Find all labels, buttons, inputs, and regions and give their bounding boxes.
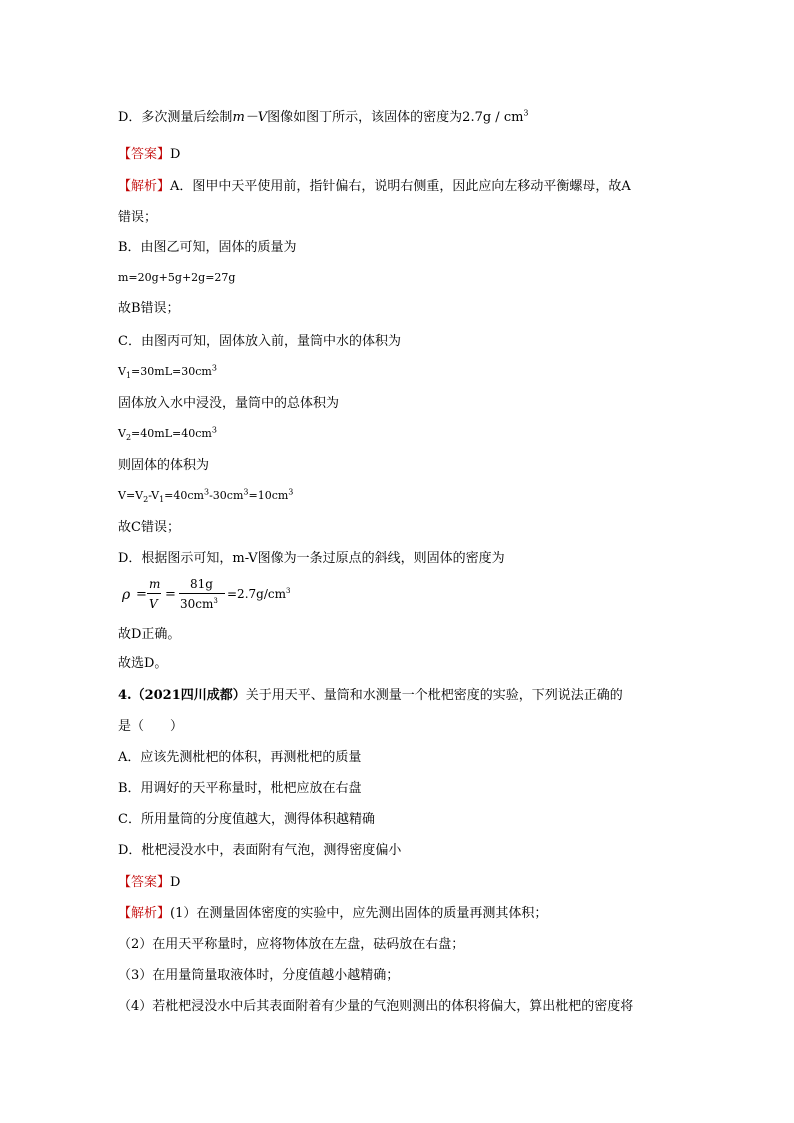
fraction-denominator-v: V <box>149 597 158 611</box>
option-c: C．所用量筒的分度值越大，测得体积越精确 <box>118 812 375 827</box>
analysis-text: D．根据图示可知，m-V图像为一条过原点的斜线，则固体的密度为 <box>118 551 505 566</box>
option-b: B．用调好的天平称量时，枇杷应放在右盘 <box>118 781 362 796</box>
formula-part: =40cm <box>164 489 204 502</box>
formula-part: =2.7g/cm <box>227 587 286 601</box>
analysis-text: （2）在用天平称量时，应将物体放在左盘，砝码放在右盘； <box>118 937 465 952</box>
formula-sup: 3 <box>203 487 210 497</box>
analysis-text: 故D正确。 <box>118 627 181 642</box>
analysis-text: 故B错误； <box>118 301 180 316</box>
formula-v2 <box>118 425 217 443</box>
question-stem: 关于用天平、量筒和水测量一个枇杷密度的实验，下列说法正确的 <box>245 688 623 703</box>
formula-sup: 3 <box>211 425 217 435</box>
analysis-text: （3）在用量筒量取液体时，分度值越小越精确； <box>118 968 400 983</box>
analysis-text: B．由图乙可知，固体的质量为 <box>118 240 297 255</box>
analysis-text: 则固体的体积为 <box>118 458 210 473</box>
formula-mass: m=20g+5g+2g=27g <box>118 271 236 284</box>
question-source: （2021四川成都） <box>131 688 246 703</box>
analysis-text: 固体放入水中浸没，量筒中的总体积为 <box>118 396 340 411</box>
fraction-bar <box>179 593 225 594</box>
mv-symbol: m－V <box>232 110 268 125</box>
question-stem: 是（ ） <box>118 719 184 734</box>
formula-part: V <box>118 365 126 378</box>
option-d: D．枇杷浸没水中，表面附有气泡，测得密度偏小 <box>118 843 402 858</box>
option-d-value: 2.7g / cm <box>462 110 524 125</box>
answer-value: D <box>170 147 181 162</box>
formula-sup: 3 <box>243 487 249 497</box>
formula-part: =40mL=40cm <box>131 427 212 440</box>
q3-answer <box>118 148 180 161</box>
formula-part: V=V <box>118 489 144 502</box>
formula-volume <box>118 487 294 505</box>
analysis-text: 故C错误； <box>118 520 180 535</box>
analysis-label: 【解析】 <box>118 906 171 921</box>
question-number: 4. <box>118 688 132 703</box>
q4-analysis-1 <box>118 907 547 920</box>
fraction-bar <box>147 593 161 594</box>
density-result <box>227 587 290 601</box>
option-d-prefix: D．多次测量后绘制 <box>118 110 233 125</box>
formula-sub: 1 <box>159 495 165 505</box>
conclusion-text: 故选D。 <box>118 656 168 671</box>
option-a: A．应该先测枇杷的体积，再测枇杷的质量 <box>118 750 362 765</box>
formula-part: -30cm <box>209 489 244 502</box>
formula-v1 <box>118 363 217 381</box>
rho-symbol: ρ <box>122 587 131 603</box>
analysis-text: 错误； <box>118 210 158 225</box>
analysis-label: 【解析】 <box>118 179 171 194</box>
answer-label: 【答案】 <box>118 875 171 890</box>
fraction-numerator: 81g <box>190 577 213 591</box>
equals-sign: = <box>165 587 176 602</box>
formula-part: =10cm <box>248 489 289 502</box>
answer-value: D <box>170 875 181 890</box>
density-formula <box>118 575 318 615</box>
option-d-sup: 3 <box>523 108 529 118</box>
analysis-text: C．由图丙可知，固体放入前，量筒中水的体积为 <box>118 334 401 349</box>
option-d-top <box>118 108 529 125</box>
q4-stem <box>118 689 623 702</box>
fraction-numerator-m: m <box>149 577 161 591</box>
analysis-text: （4）若枇杷浸没水中后其表面附着有少量的气泡则测出的体积将偏大，算出枇杷的密度将 <box>118 999 634 1014</box>
equals-sign: = <box>136 587 147 602</box>
formula-part: V <box>118 427 126 440</box>
formula-sup: 3 <box>211 363 217 373</box>
analysis-text: (1）在测量固体密度的实验中，应先测出固体的质量再测其体积； <box>170 906 548 921</box>
formula-part: =30mL=30cm <box>131 365 212 378</box>
formula-sub: 2 <box>143 495 149 505</box>
formula-sub: 1 <box>125 371 132 381</box>
formula-part: 30cm <box>180 597 214 611</box>
q4-answer <box>118 876 180 889</box>
formula-part: -V <box>148 489 160 502</box>
option-d-middle: 图像如图丁所示，该固体的密度为 <box>267 110 463 125</box>
analysis-text: A．图甲中天平使用前，指针偏右，说明右侧重，因此应向左移动平衡螺母，故A <box>170 179 631 194</box>
formula-sup: 3 <box>285 587 291 595</box>
q3-analysis-a1 <box>118 180 631 193</box>
formula-sub: 2 <box>125 433 132 443</box>
answer-label: 【答案】 <box>118 147 171 162</box>
formula-sup: 3 <box>288 487 294 497</box>
formula-sup: 3 <box>213 597 218 605</box>
fraction-denominator <box>180 597 218 611</box>
